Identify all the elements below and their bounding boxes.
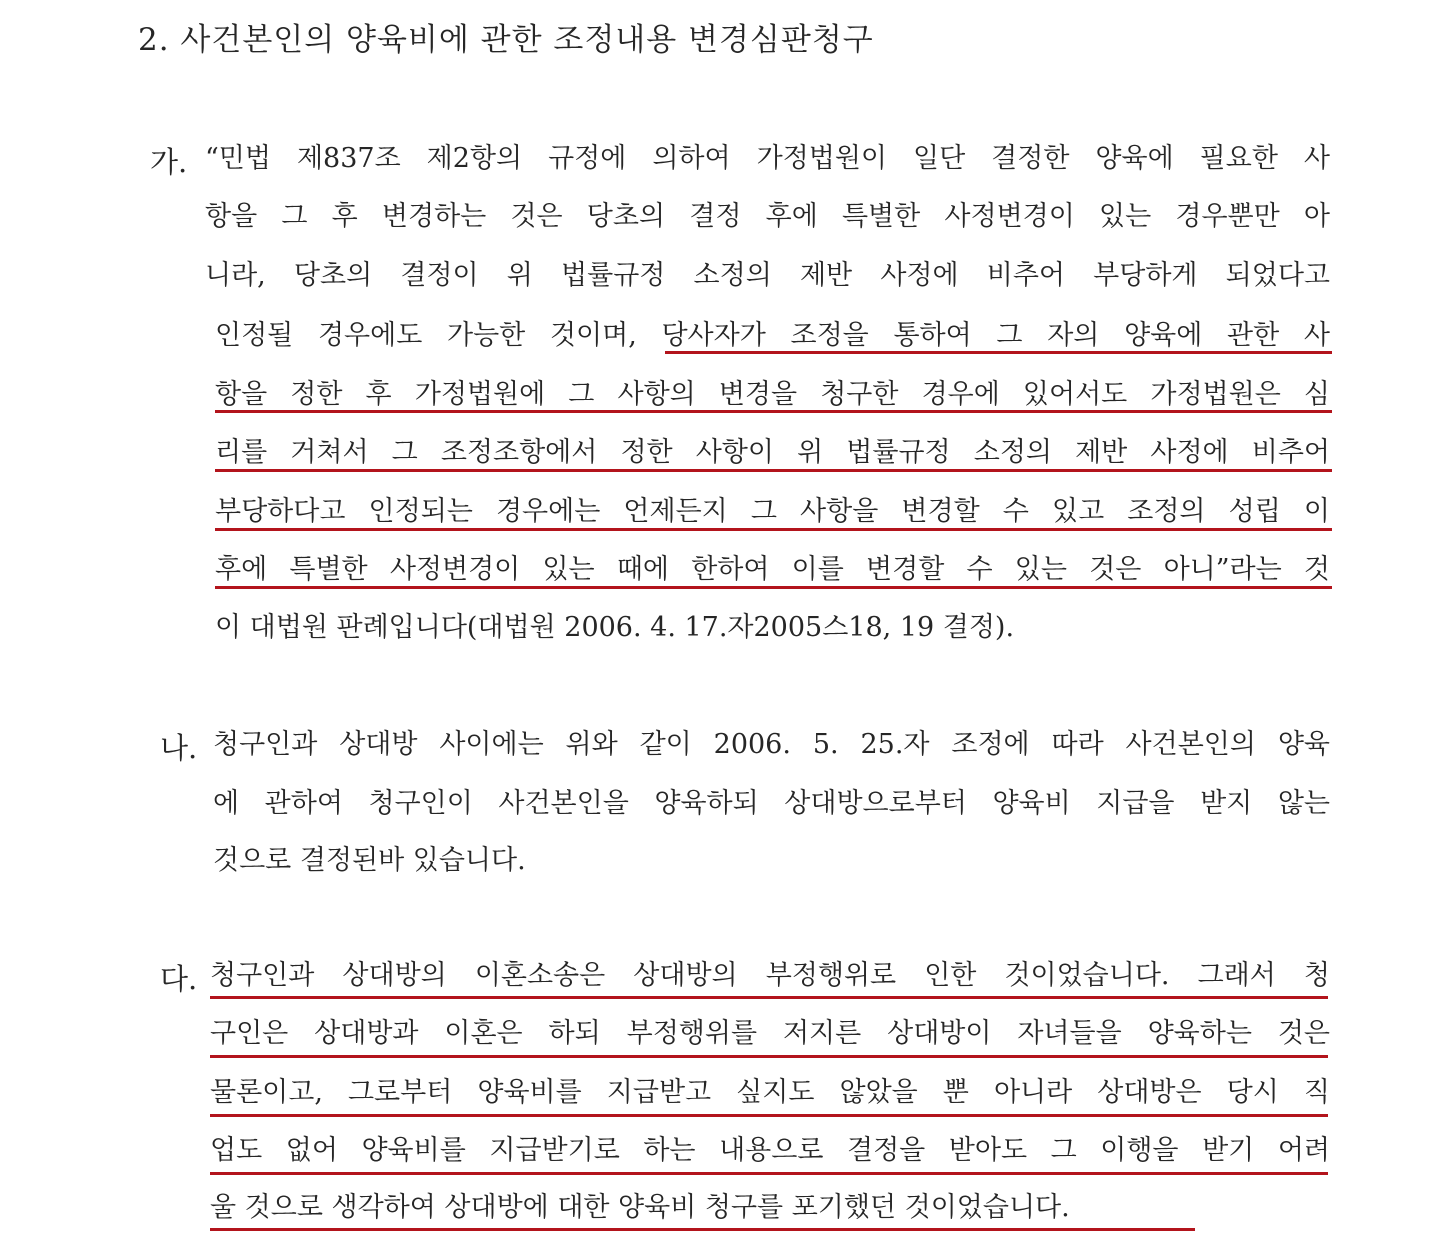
text-line: 후에 특별한 사정변경이 있는 때에 한하여 이를 변경할 수 있는 것은 아니”라는 것: [215, 554, 1330, 585]
text-line: 부당하다고 인정되는 경우에는 언제든지 그 사항을 변경할 수 있고 조정의 성립 이: [215, 496, 1330, 527]
text-line: 청구인과 상대방의 이혼소송은 상대방의 부정행위로 인한 것이었습니다. 그래서 청: [210, 960, 1330, 991]
text-line: 항을 그 후 변경하는 것은 당초의 결정 후에 특별한 사정변경이 있는 경우뿐만 아: [205, 201, 1330, 232]
text-line: 청구인과 상대방 사이에는 위와 같이 2006. 5. 25.자 조정에 따라 사건본인의 양육: [213, 729, 1330, 760]
text-line: 리를 거쳐서 그 조정조항에서 정한 사항이 위 법률규정 소정의 제반 사정에 비추어: [215, 437, 1330, 468]
red-underline: [210, 1172, 1328, 1175]
text-line: 니라, 당초의 결정이 위 법률규정 소정의 제반 사정에 비추어 부당하게 되었다고: [205, 260, 1330, 291]
text-line: 물론이고, 그로부터 양육비를 지급받고 싶지도 않았을 뿐 아니라 상대방은 당시 직: [210, 1077, 1330, 1108]
text-line: 인정될 경우에도 가능한 것이며, 당사자가 조정을 통하여 그 자의 양육에 관한 사: [215, 320, 1330, 351]
red-underline: [210, 1055, 1328, 1058]
red-underline: [215, 410, 1332, 413]
red-underline: [210, 1228, 1195, 1231]
text-line: “민법 제837조 제2항의 규정에 의하여 가정법원이 일단 결정한 양육에 필요한 사: [205, 143, 1330, 174]
red-underline: [215, 528, 1332, 531]
text-line: 에 관하여 청구인이 사건본인을 양육하되 상대방으로부터 양육비 지급을 받지 않는: [213, 788, 1330, 819]
red-underline: [210, 996, 1328, 999]
red-underline: [215, 586, 1332, 589]
text-line: 이 대법원 판례입니다(대법원 2006. 4. 17.자2005스18, 19 결정).: [215, 612, 1015, 643]
red-underline: [210, 1114, 1328, 1117]
text-line: 울 것으로 생각하여 상대방에 대한 양육비 청구를 포기했던 것이었습니다.: [210, 1192, 1070, 1223]
section-heading: 2. 사건본인의 양육비에 관한 조정내용 변경심판청구: [138, 22, 874, 58]
item-marker-ga: 가.: [150, 145, 188, 179]
text-line: 업도 없어 양육비를 지급받기로 하는 내용으로 결정을 받아도 그 이행을 받기 어려: [210, 1135, 1330, 1166]
item-marker-da: 다.: [160, 962, 198, 996]
text-line: 항을 정한 후 가정법원에 그 사항의 변경을 청구한 경우에 있어서도 가정법원은 심: [215, 379, 1330, 410]
text-line: 것으로 결정된바 있습니다.: [213, 845, 526, 876]
text-line: 구인은 상대방과 이혼은 하되 부정행위를 저지른 상대방이 자녀들을 양육하는 것은: [210, 1018, 1330, 1049]
item-marker-na: 나.: [160, 731, 198, 765]
red-underline: [665, 351, 1332, 354]
red-underline: [215, 469, 1332, 472]
